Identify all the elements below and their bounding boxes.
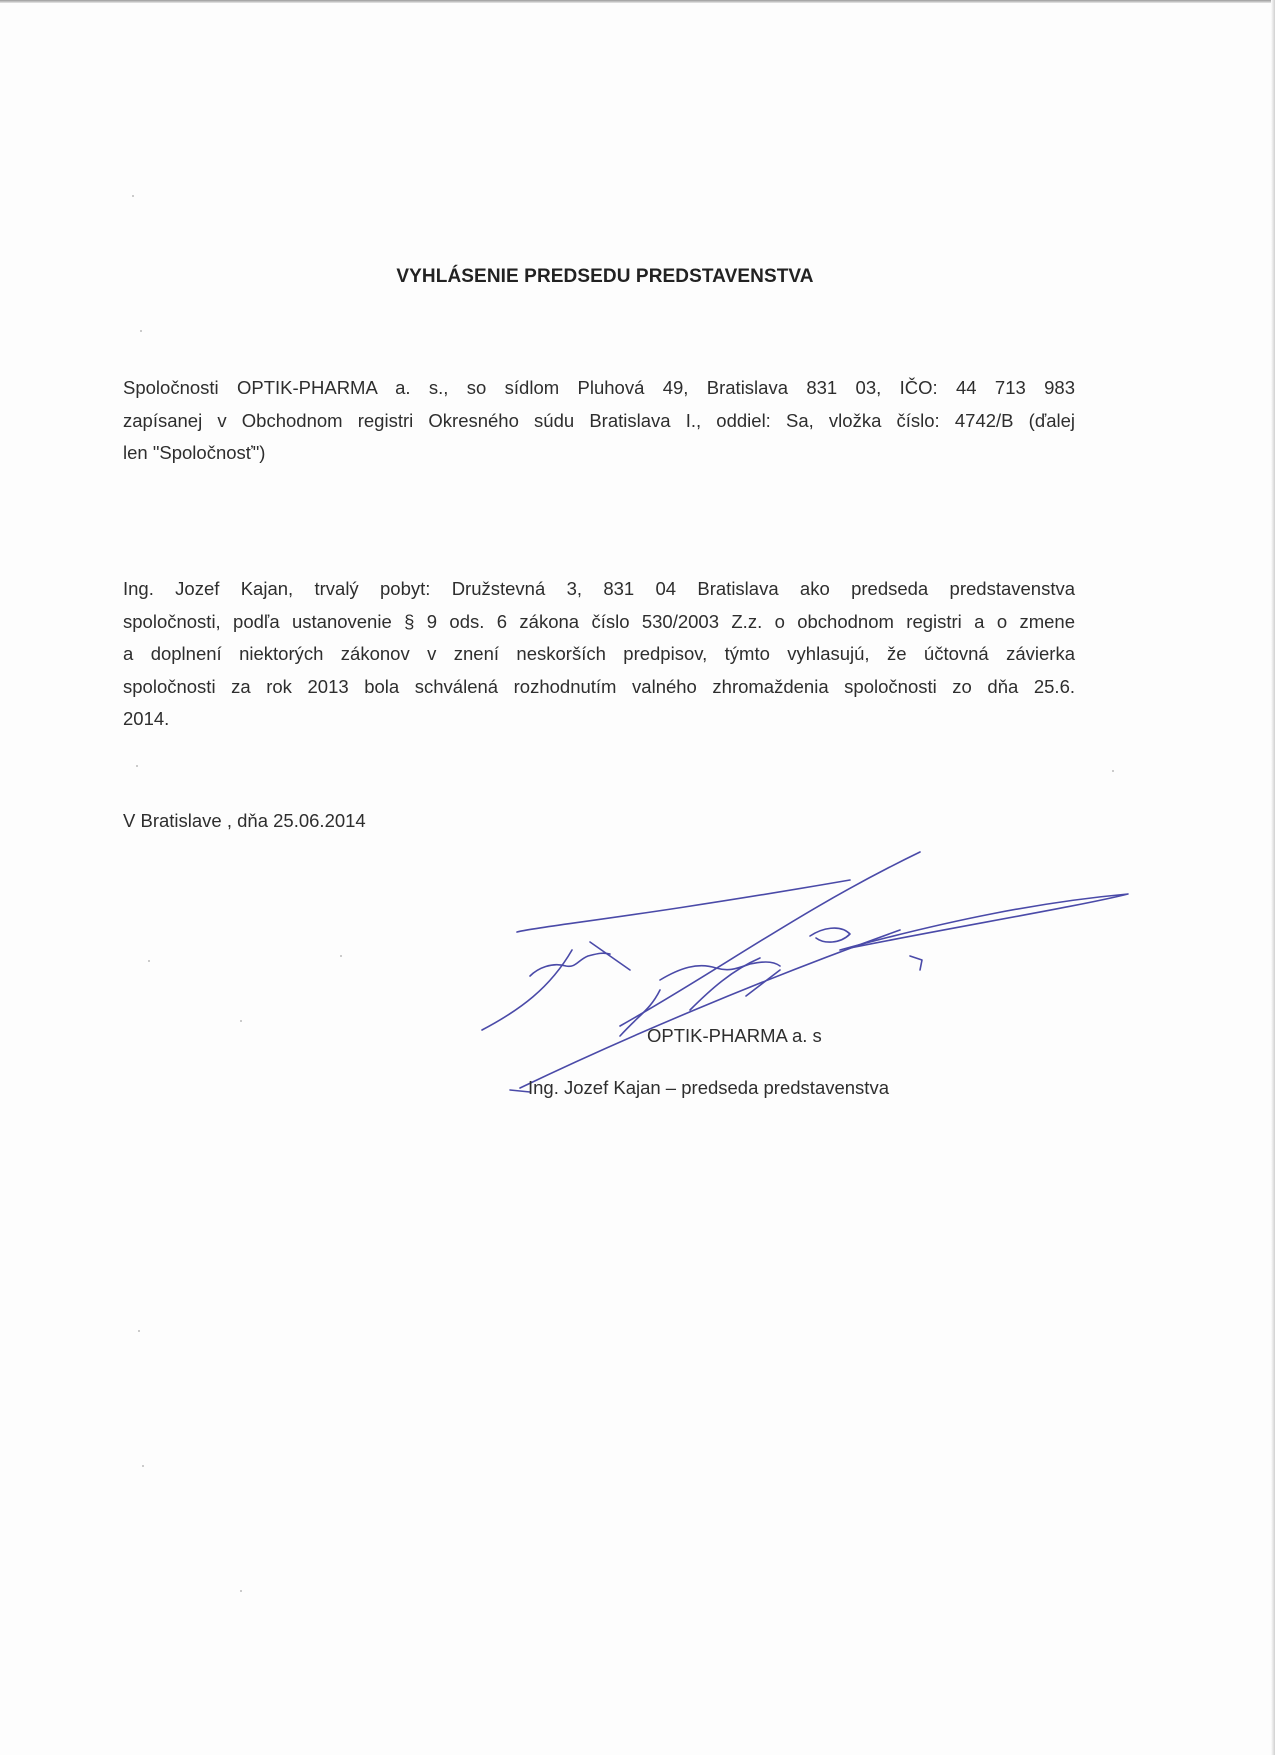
statement-line: spoločnosti za rok 2013 bola schválená rozhodnutím valného zhromaždenia spoločnosti zo dňa 25.6. xyxy=(123,675,1075,697)
scan-edge-right xyxy=(1271,0,1275,1755)
scan-speck xyxy=(138,1330,140,1332)
company-line: Spoločnosti OPTIK-PHARMA a. s., so sídlom Pluhová 49, Bratislava 831 03, IČO: 44 713 983 xyxy=(123,377,1075,398)
scan-speck xyxy=(142,1465,144,1467)
scan-speck xyxy=(140,330,142,332)
statement-line: 2014. xyxy=(123,708,170,729)
statement-line: Ing. Jozef Kajan, trvalý pobyt: Družstevná 3, 831 04 Bratislava ako predseda predstavenstva xyxy=(123,578,1075,599)
company-line: len "Spoločnosť") xyxy=(123,442,266,463)
place-date: V Bratislave , dňa 25.06.2014 xyxy=(123,810,366,831)
handwritten-signature xyxy=(480,840,1140,1100)
scan-edge-top xyxy=(0,0,1275,3)
scan-speck xyxy=(340,955,342,957)
statement-paragraph xyxy=(123,573,1075,736)
scan-speck xyxy=(240,1590,242,1592)
scan-speck xyxy=(136,765,138,767)
statement-line: a doplnení niektorých zákonov v znení neskorších predpisov, týmto vyhlasujú, že účtovná závierka xyxy=(123,643,1075,664)
scan-speck xyxy=(240,1020,242,1022)
signature-person: Ing. Jozef Kajan – predseda predstavenstva xyxy=(528,1077,889,1098)
scan-speck xyxy=(1112,770,1114,772)
statement-line: spoločnosti, podľa ustanovenie § 9 ods. 6 zákona číslo 530/2003 Z.z. o obchodnom registri a o zmene xyxy=(123,610,1075,632)
scan-speck xyxy=(148,960,150,962)
scan-speck xyxy=(132,195,134,197)
company-paragraph xyxy=(123,372,1075,470)
company-line: zapísanej v Obchodnom registri Okresného súdu Bratislava I., oddiel: Sa, vložka číslo: 4742/B (ďalej xyxy=(123,409,1075,431)
document-title: VYHLÁSENIE PREDSEDU PREDSTAVENSTVA xyxy=(396,266,814,287)
signature-company: OPTIK-PHARMA a. s xyxy=(647,1025,822,1046)
